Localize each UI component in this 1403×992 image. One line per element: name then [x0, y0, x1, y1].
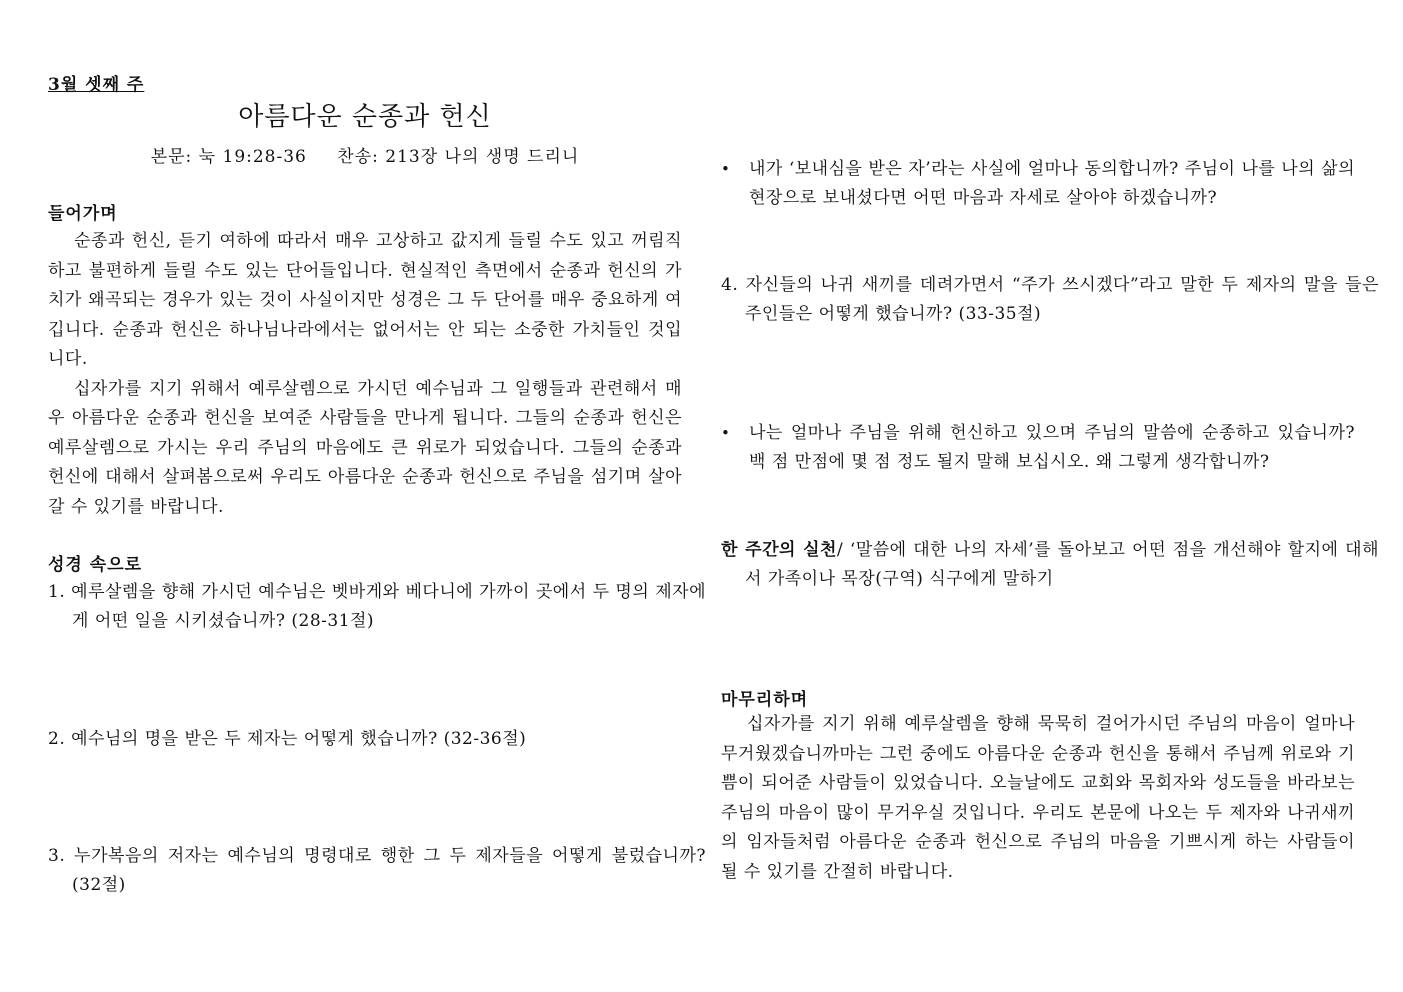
question-1: 1. 예루살렘을 향해 가시던 예수님은 벳바게와 베다니에 가까이 곳에서 두 명의 제자에게 어떤 일을 시키셨습니까? (28-31절)	[48, 582, 706, 631]
reflection-bullet-1-text: 내가 ‘보내심을 받은 자’라는 사실에 얼마나 동의합니까? 주님이 나를 나의 삶의 현장으로 보내셨다면 어떤 마음과 자세로 살아야 하겠습니까?	[749, 159, 1355, 208]
scripture-hymn-line	[48, 142, 682, 167]
scripture-reference: 본문: 눅 19:28-36	[150, 147, 307, 167]
bible-heading: 성경 속으로	[48, 555, 143, 575]
week-label: 3월 셋째 주	[48, 75, 145, 95]
bullet-mark: •	[721, 424, 731, 442]
page-title: 아름다운 순종과 헌신	[238, 102, 492, 132]
question-4: 4. 자신들의 나귀 새끼를 데려가면서 “주가 쓰시겠다”라고 말한 두 제자의 말을 들은 주인들은 어떻게 했습니까? (33-35절)	[721, 275, 1379, 324]
weekly-practice-text: / ‘말씀에 대한 나의 자세’를 돌아보고 어떤 점을 개선해야 할지에 대해서 가족이나 목장(구역) 식구에게 말하기	[745, 540, 1379, 589]
question-3: 3. 누가복음의 저자는 예수님의 명령대로 행한 그 두 제자들을 어떻게 불렀습니까? (32절)	[48, 846, 706, 895]
closing-paragraph: 십자가를 지기 위해 예루살렘을 향해 묵묵히 걸어가시던 주님의 마음이 얼마나 무거웠겠습니까마는 그런 중에도 아름다운 순종과 헌신을 통해서 주님께 위로와 기쁨이 되어준 사람들이 있었습니다. 오늘날에도 교회와 목회자와 성도들을 바라보는 주님의 마음이 많이 무거우실 것입니다. 우리도 본문에 나오는 두 제자와 나귀새끼의 임자들처럼 아름다운 순종과 헌신으로 주님의 마음을 기쁘시게 하는 사람들이 될 수 있기를 간절히 바랍니다.	[721, 714, 1355, 882]
reflection-bullet-2	[721, 419, 1355, 477]
weekly-practice	[721, 536, 1379, 594]
question-2: 2. 예수님의 명을 받은 두 제자는 어떻게 했습니까? (32-36절)	[48, 729, 527, 749]
reflection-bullet-2-text: 나는 얼마나 주님을 위해 헌신하고 있으며 주님의 말씀에 순종하고 있습니까? 백 점 만점에 몇 점 정도 될지 말해 보십시오. 왜 그렇게 생각합니까?	[749, 423, 1355, 472]
weekly-practice-label: 한 주간의 실천	[721, 540, 837, 560]
intro-heading: 들어가며	[48, 204, 118, 224]
closing-body	[721, 710, 1355, 887]
intro-paragraph-2: 십자가를 지기 위해서 예루살렘으로 가시던 예수님과 그 일행들과 관련해서 매우 아름다운 순종과 헌신을 보여준 사람들을 만나게 됩니다. 그들의 순종과 헌신은 예루살렘으로 가시는 우리 주님의 마음에도 큰 위로가 되었습니다. 그들의 순종과 헌신에 대해서 살펴봄으로써 우리도 아름다운 순종과 헌신으로 주님을 섬기며 살아갈 수 있기를 바랍니다.	[48, 378, 682, 517]
intro-paragraph-1: 순종과 헌신, 듣기 여하에 따라서 매우 고상하고 값지게 들릴 수도 있고 꺼림직 하고 불편하게 들릴 수도 있는 단어들입니다. 현실적인 측면에서 순종과 헌신의 가치가 왜곡되는 경우가 있는 것이 사실이지만 성경은 그 두 단어를 매우 중요하게 여깁니다. 순종과 헌신은 하나님나라에서는 없어서는 안 되는 소중한 가치들인 것입니다.	[48, 231, 682, 369]
hymn-reference: 찬송: 213장 나의 생명 드리니	[337, 147, 580, 167]
bullet-mark: •	[721, 160, 731, 178]
closing-heading: 마무리하며	[721, 690, 809, 710]
intro-body	[48, 227, 682, 522]
reflection-bullet-1	[721, 155, 1355, 213]
